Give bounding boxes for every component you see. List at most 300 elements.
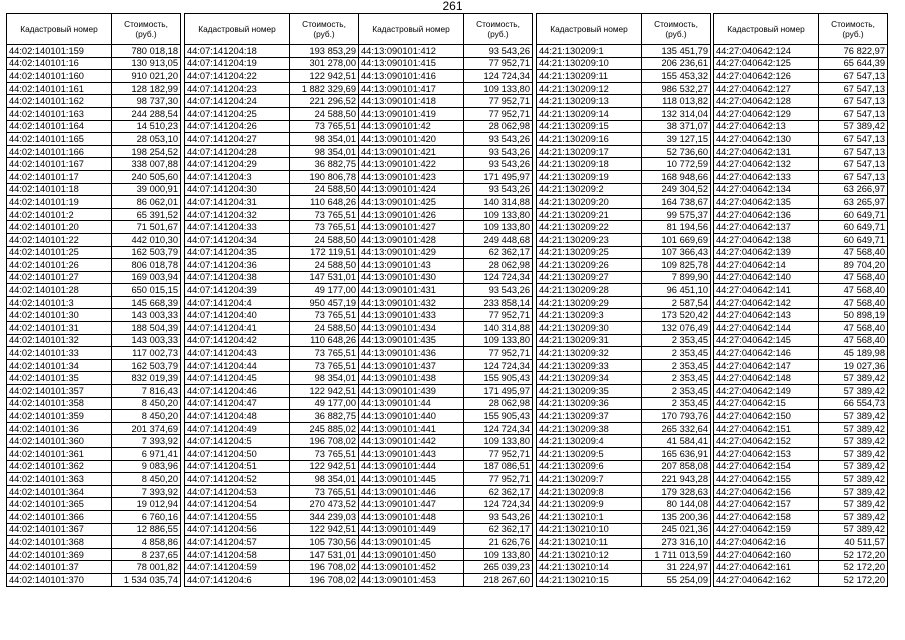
cost-cell: 93 543,26	[464, 284, 533, 297]
cost-cell: 77 952,71	[464, 95, 533, 108]
cost-cell: 206 236,61	[642, 57, 711, 70]
cost-cell: 24 588,50	[290, 183, 359, 196]
cadastral-number-cell: 44:21:130209:8	[537, 485, 642, 498]
cadastral-number-cell: 44:02:140101:370	[7, 573, 112, 586]
cadastral-number-cell: 44:13:090101:445	[359, 473, 464, 486]
table-row	[714, 372, 888, 385]
table-row	[7, 548, 181, 561]
table-row	[7, 473, 181, 486]
cadastral-number-cell: 44:02:140101:160	[7, 70, 112, 83]
cadastral-number-cell: 44:21:130209:20	[537, 196, 642, 209]
table-row	[537, 271, 711, 284]
cadastral-number-cell: 44:27:040642:158	[714, 510, 819, 523]
cost-cell: 950 457,19	[290, 296, 359, 309]
cost-cell: 910 021,20	[112, 70, 181, 83]
cadastral-number-cell: 44:21:130209:4	[537, 435, 642, 448]
table-row	[359, 498, 533, 511]
table-row	[7, 133, 181, 146]
table-row	[714, 183, 888, 196]
table-row	[359, 422, 533, 435]
cadastral-number-cell: 44:02:140101:3	[7, 296, 112, 309]
table-row	[537, 309, 711, 322]
cost-cell: 187 086,51	[464, 460, 533, 473]
cost-cell: 67 547,13	[819, 82, 888, 95]
cadastral-number-cell: 44:13:090101:420	[359, 133, 464, 146]
cadastral-number-cell: 44:02:140101:19	[7, 196, 112, 209]
table-row	[537, 372, 711, 385]
cost-cell: 47 568,40	[819, 246, 888, 259]
table-row	[537, 284, 711, 297]
header-cadastral-number: Кадастровый номер	[359, 14, 464, 45]
table-row	[714, 498, 888, 511]
cost-cell: 93 543,26	[464, 145, 533, 158]
cost-cell: 107 366,43	[642, 246, 711, 259]
table-row	[359, 561, 533, 574]
table-row	[537, 359, 711, 372]
cadastral-number-cell: 44:02:140101:25	[7, 246, 112, 259]
cost-cell: 221 296,52	[290, 95, 359, 108]
table-row	[185, 145, 359, 158]
cost-cell: 8 450,20	[112, 410, 181, 423]
table-row	[359, 296, 533, 309]
table-row	[185, 435, 359, 448]
table-row	[714, 57, 888, 70]
table-row	[359, 372, 533, 385]
cost-cell: 196 708,02	[290, 435, 359, 448]
cadastral-number-cell: 44:27:040642:157	[714, 498, 819, 511]
cost-cell: 4 858,86	[112, 536, 181, 549]
table-row	[185, 221, 359, 234]
table-row	[185, 536, 359, 549]
table-row	[359, 309, 533, 322]
cost-cell: 196 708,02	[290, 573, 359, 586]
table-row	[714, 296, 888, 309]
cadastral-number-cell: 44:27:040642:145	[714, 334, 819, 347]
table-row	[537, 70, 711, 83]
cost-cell: 155 905,43	[464, 372, 533, 385]
header-cost: Стоимость, (руб.)	[464, 14, 533, 45]
cost-cell: 21 626,76	[464, 536, 533, 549]
cadastral-number-cell: 44:07:141204:36	[185, 259, 290, 272]
cost-cell: 143 003,33	[112, 334, 181, 347]
table-row	[537, 196, 711, 209]
table-row	[359, 322, 533, 335]
cost-cell: 86 062,01	[112, 196, 181, 209]
cadastral-number-cell: 44:21:130209:14	[537, 107, 642, 120]
table-row	[7, 410, 181, 423]
table-row	[7, 536, 181, 549]
cost-cell: 2 353,45	[642, 385, 711, 398]
cost-cell: 101 669,69	[642, 233, 711, 246]
table-row	[359, 334, 533, 347]
table-row	[359, 120, 533, 133]
table-row	[7, 485, 181, 498]
table-row	[185, 548, 359, 561]
table-row	[714, 82, 888, 95]
header-cadastral-number: Кадастровый номер	[714, 14, 819, 45]
cadastral-number-cell: 44:13:090101:434	[359, 322, 464, 335]
cost-cell: 170 793,76	[642, 410, 711, 423]
cost-cell: 57 389,42	[819, 498, 888, 511]
cost-cell: 172 119,51	[290, 246, 359, 259]
cost-cell: 60 649,71	[819, 233, 888, 246]
cost-cell: 12 886,55	[112, 523, 181, 536]
table-row	[714, 410, 888, 423]
table-row	[185, 120, 359, 133]
cadastral-number-cell: 44:21:130209:15	[537, 120, 642, 133]
cadastral-number-cell: 44:21:130209:33	[537, 359, 642, 372]
cost-cell: 233 858,14	[464, 296, 533, 309]
cost-cell: 77 952,71	[464, 57, 533, 70]
cost-cell: 52 736,60	[642, 145, 711, 158]
cadastral-number-cell: 44:07:141204:25	[185, 107, 290, 120]
cost-cell: 47 568,40	[819, 296, 888, 309]
cadastral-number-cell: 44:07:141204:19	[185, 57, 290, 70]
cost-cell: 7 393,92	[112, 435, 181, 448]
cost-cell: 240 505,60	[112, 170, 181, 183]
cadastral-number-cell: 44:27:040642:126	[714, 70, 819, 83]
cost-cell: 147 531,01	[290, 548, 359, 561]
cadastral-number-cell: 44:02:140101:166	[7, 145, 112, 158]
table-row	[714, 448, 888, 461]
cadastral-number-cell: 44:13:090101:430	[359, 271, 464, 284]
cadastral-number-cell: 44:21:130209:17	[537, 145, 642, 158]
cost-cell: 71 501,67	[112, 221, 181, 234]
cadastral-number-cell: 44:07:141204:42	[185, 334, 290, 347]
cost-cell: 105 730,56	[290, 536, 359, 549]
table-row	[714, 259, 888, 272]
table-row	[537, 422, 711, 435]
table-row	[714, 385, 888, 398]
cadastral-number-cell: 44:21:130209:18	[537, 158, 642, 171]
cost-cell: 10 772,59	[642, 158, 711, 171]
table-row	[714, 510, 888, 523]
cadastral-number-cell: 44:27:040642:141	[714, 284, 819, 297]
cadastral-number-cell: 44:27:040642:128	[714, 95, 819, 108]
table-row	[714, 322, 888, 335]
cost-cell: 155 905,43	[464, 410, 533, 423]
cost-cell: 164 738,67	[642, 196, 711, 209]
cadastral-number-cell: 44:07:141204:44	[185, 359, 290, 372]
cost-cell: 36 882,75	[290, 410, 359, 423]
cadastral-number-cell: 44:02:140101:30	[7, 309, 112, 322]
cadastral-number-cell: 44:27:040642:143	[714, 309, 819, 322]
cost-cell: 344 239,03	[290, 510, 359, 523]
header-cadastral-number: Кадастровый номер	[7, 14, 112, 45]
cost-cell: 244 288,54	[112, 107, 181, 120]
cost-cell: 62 362,17	[464, 523, 533, 536]
table-row	[537, 57, 711, 70]
cadastral-number-cell: 44:02:140101:368	[7, 536, 112, 549]
cost-cell: 67 547,13	[819, 133, 888, 146]
cost-cell: 188 504,39	[112, 322, 181, 335]
cadastral-number-cell: 44:21:130210:10	[537, 523, 642, 536]
table-row	[714, 397, 888, 410]
cadastral-number-cell: 44:07:141204:5	[185, 435, 290, 448]
table-row	[7, 359, 181, 372]
cost-cell: 49 177,00	[290, 397, 359, 410]
cost-table-block-3	[358, 13, 533, 587]
cost-cell: 39 127,15	[642, 133, 711, 146]
cadastral-number-cell: 44:13:090101:444	[359, 460, 464, 473]
cadastral-number-cell: 44:21:130210:15	[537, 573, 642, 586]
cost-cell: 93 543,26	[464, 133, 533, 146]
cadastral-number-cell: 44:07:141204:4	[185, 296, 290, 309]
cost-cell: 110 648,26	[290, 334, 359, 347]
table-row	[359, 170, 533, 183]
cadastral-number-cell: 44:07:141204:40	[185, 309, 290, 322]
table-row	[359, 510, 533, 523]
table-row	[714, 208, 888, 221]
cadastral-number-cell: 44:07:141204:23	[185, 82, 290, 95]
table-row	[7, 322, 181, 335]
cost-cell: 124 724,34	[464, 498, 533, 511]
cost-cell: 109 825,78	[642, 259, 711, 272]
cost-cell: 8 450,20	[112, 397, 181, 410]
header-cost: Стоимость, (руб.)	[112, 14, 181, 45]
cost-cell: 249 304,52	[642, 183, 711, 196]
table-row	[359, 359, 533, 372]
cadastral-number-cell: 44:07:141204:24	[185, 95, 290, 108]
table-row	[359, 57, 533, 70]
cost-cell: 77 952,71	[464, 309, 533, 322]
cost-cell: 67 547,13	[819, 107, 888, 120]
cadastral-number-cell: 44:21:130210:14	[537, 561, 642, 574]
cost-cell: 24 588,50	[290, 233, 359, 246]
cost-cell: 89 704,20	[819, 259, 888, 272]
cadastral-number-cell: 44:13:090101:416	[359, 70, 464, 83]
table-row	[537, 460, 711, 473]
cadastral-number-cell: 44:13:090101:442	[359, 435, 464, 448]
table-row	[714, 309, 888, 322]
cadastral-number-cell: 44:07:141204:47	[185, 397, 290, 410]
table-row	[537, 523, 711, 536]
cost-cell: 171 495,97	[464, 385, 533, 398]
cadastral-number-cell: 44:21:130209:7	[537, 473, 642, 486]
cadastral-number-cell: 44:21:130209:26	[537, 259, 642, 272]
header-cadastral-number: Кадастровый номер	[185, 14, 290, 45]
cost-cell: 57 389,42	[819, 435, 888, 448]
cadastral-number-cell: 44:27:040642:162	[714, 573, 819, 586]
cadastral-number-cell: 44:02:140101:36	[7, 422, 112, 435]
cost-cell: 117 002,73	[112, 347, 181, 360]
table-row	[714, 536, 888, 549]
cost-cell: 50 898,19	[819, 309, 888, 322]
cadastral-number-cell: 44:13:090101:453	[359, 573, 464, 586]
cost-cell: 2 353,45	[642, 347, 711, 360]
cost-cell: 109 133,80	[464, 334, 533, 347]
table-row	[7, 296, 181, 309]
table-row	[185, 510, 359, 523]
table-row	[7, 422, 181, 435]
table-row	[359, 259, 533, 272]
cadastral-number-cell: 44:27:040642:127	[714, 82, 819, 95]
cadastral-number-cell: 44:21:130209:36	[537, 397, 642, 410]
table-row	[359, 107, 533, 120]
cost-cell: 245 021,36	[642, 523, 711, 536]
table-row	[7, 107, 181, 120]
table-row	[359, 208, 533, 221]
table-row	[537, 133, 711, 146]
table-row	[185, 82, 359, 95]
cost-cell: 143 003,33	[112, 309, 181, 322]
cost-cell: 124 724,34	[464, 70, 533, 83]
cost-cell: 109 133,80	[464, 221, 533, 234]
table-row	[359, 221, 533, 234]
cadastral-number-cell: 44:02:140101:161	[7, 82, 112, 95]
table-row	[714, 133, 888, 146]
cost-cell: 80 144,08	[642, 498, 711, 511]
cadastral-number-cell: 44:13:090101:45	[359, 536, 464, 549]
cost-cell: 140 314,88	[464, 196, 533, 209]
cadastral-number-cell: 44:13:090101:418	[359, 95, 464, 108]
table-row	[7, 70, 181, 83]
cadastral-number-cell: 44:21:130209:25	[537, 246, 642, 259]
cadastral-number-cell: 44:13:090101:423	[359, 170, 464, 183]
cadastral-number-cell: 44:27:040642:15	[714, 397, 819, 410]
table-row	[7, 183, 181, 196]
cadastral-number-cell: 44:21:130209:9	[537, 498, 642, 511]
cost-cell: 57 389,42	[819, 410, 888, 423]
cadastral-number-cell: 44:21:130209:38	[537, 422, 642, 435]
cadastral-number-cell: 44:07:141204:33	[185, 221, 290, 234]
table-row	[185, 170, 359, 183]
table-row	[714, 107, 888, 120]
table-row	[185, 422, 359, 435]
table-row	[359, 523, 533, 536]
table-row	[185, 385, 359, 398]
cost-cell: 57 389,42	[819, 510, 888, 523]
cost-cell: 66 554,73	[819, 397, 888, 410]
cadastral-number-cell: 44:07:141204:38	[185, 271, 290, 284]
table-row	[7, 397, 181, 410]
cost-cell: 124 724,34	[464, 422, 533, 435]
cadastral-number-cell: 44:02:140101:164	[7, 120, 112, 133]
table-row	[185, 271, 359, 284]
cost-cell: 2 353,45	[642, 372, 711, 385]
cadastral-number-cell: 44:21:130209:19	[537, 170, 642, 183]
cadastral-number-cell: 44:27:040642:135	[714, 196, 819, 209]
cadastral-number-cell: 44:13:090101:433	[359, 309, 464, 322]
table-row	[7, 221, 181, 234]
cadastral-number-cell: 44:21:130209:27	[537, 271, 642, 284]
table-row	[714, 561, 888, 574]
table-row	[7, 57, 181, 70]
table-row	[359, 158, 533, 171]
table-row	[185, 523, 359, 536]
table-row	[185, 296, 359, 309]
cadastral-number-cell: 44:21:130209:22	[537, 221, 642, 234]
cadastral-number-cell: 44:13:090101:432	[359, 296, 464, 309]
cost-cell: 9 083,96	[112, 460, 181, 473]
table-row	[359, 410, 533, 423]
cost-cell: 57 389,42	[819, 448, 888, 461]
table-row	[714, 120, 888, 133]
table-row	[714, 233, 888, 246]
table-row	[185, 322, 359, 335]
cost-cell: 73 765,51	[290, 359, 359, 372]
table-row	[359, 95, 533, 108]
table-row	[7, 95, 181, 108]
cost-cell: 650 015,15	[112, 284, 181, 297]
cost-cell: 39 000,91	[112, 183, 181, 196]
cadastral-number-cell: 44:13:090101:448	[359, 510, 464, 523]
table-row	[7, 82, 181, 95]
table-row	[185, 233, 359, 246]
cost-cell: 63 266,97	[819, 183, 888, 196]
table-row	[537, 385, 711, 398]
cadastral-number-cell: 44:13:090101:415	[359, 57, 464, 70]
cadastral-number-cell: 44:07:141204:51	[185, 460, 290, 473]
cadastral-number-cell: 44:13:090101:440	[359, 410, 464, 423]
cost-cell: 41 584,41	[642, 435, 711, 448]
table-row	[185, 561, 359, 574]
table-row	[359, 183, 533, 196]
cost-cell: 249 448,68	[464, 233, 533, 246]
cost-cell: 265 332,64	[642, 422, 711, 435]
cadastral-number-cell: 44:13:090101:428	[359, 233, 464, 246]
cadastral-number-cell: 44:02:140101:22	[7, 233, 112, 246]
cadastral-number-cell: 44:13:090101:439	[359, 385, 464, 398]
table-row	[714, 284, 888, 297]
cost-cell: 207 858,08	[642, 460, 711, 473]
table-row	[537, 45, 711, 58]
header-cost: Стоимость, (руб.)	[290, 14, 359, 45]
cost-cell: 57 389,42	[819, 460, 888, 473]
cadastral-number-cell: 44:27:040642:13	[714, 120, 819, 133]
cadastral-number-cell: 44:07:141204:45	[185, 372, 290, 385]
cadastral-number-cell: 44:02:140101:367	[7, 523, 112, 536]
cost-cell: 109 133,80	[464, 435, 533, 448]
cadastral-number-cell: 44:02:140101:362	[7, 460, 112, 473]
table-row	[359, 347, 533, 360]
table-row	[714, 95, 888, 108]
cost-cell: 78 001,82	[112, 561, 181, 574]
cost-cell: 7 393,92	[112, 485, 181, 498]
cadastral-number-cell: 44:21:130209:2	[537, 183, 642, 196]
cadastral-number-cell: 44:07:141204:59	[185, 561, 290, 574]
table-row	[185, 45, 359, 58]
table-row	[359, 233, 533, 246]
cost-cell: 57 389,42	[819, 385, 888, 398]
cost-cell: 77 952,71	[464, 448, 533, 461]
table-row	[714, 271, 888, 284]
cadastral-number-cell: 44:27:040642:152	[714, 435, 819, 448]
cadastral-number-cell: 44:07:141204:31	[185, 196, 290, 209]
cadastral-number-cell: 44:27:040642:151	[714, 422, 819, 435]
cost-cell: 1 711 013,59	[642, 548, 711, 561]
cadastral-number-cell: 44:27:040642:150	[714, 410, 819, 423]
cost-cell: 99 575,37	[642, 208, 711, 221]
cadastral-number-cell: 44:27:040642:153	[714, 448, 819, 461]
cost-cell: 57 389,42	[819, 523, 888, 536]
cadastral-number-cell: 44:02:140101:359	[7, 410, 112, 423]
cadastral-number-cell: 44:27:040642:136	[714, 208, 819, 221]
table-row	[185, 196, 359, 209]
cadastral-number-cell: 44:27:040642:133	[714, 170, 819, 183]
table-row	[185, 372, 359, 385]
cadastral-number-cell: 44:02:140101:27	[7, 271, 112, 284]
table-row	[359, 82, 533, 95]
cost-cell: 124 724,34	[464, 359, 533, 372]
cadastral-number-cell: 44:21:130209:3	[537, 309, 642, 322]
cadastral-number-cell: 44:27:040642:156	[714, 485, 819, 498]
table-row	[7, 145, 181, 158]
table-row	[537, 397, 711, 410]
cadastral-number-cell: 44:07:141204:41	[185, 322, 290, 335]
cadastral-number-cell: 44:27:040642:132	[714, 158, 819, 171]
cadastral-number-cell: 44:13:090101:422	[359, 158, 464, 171]
